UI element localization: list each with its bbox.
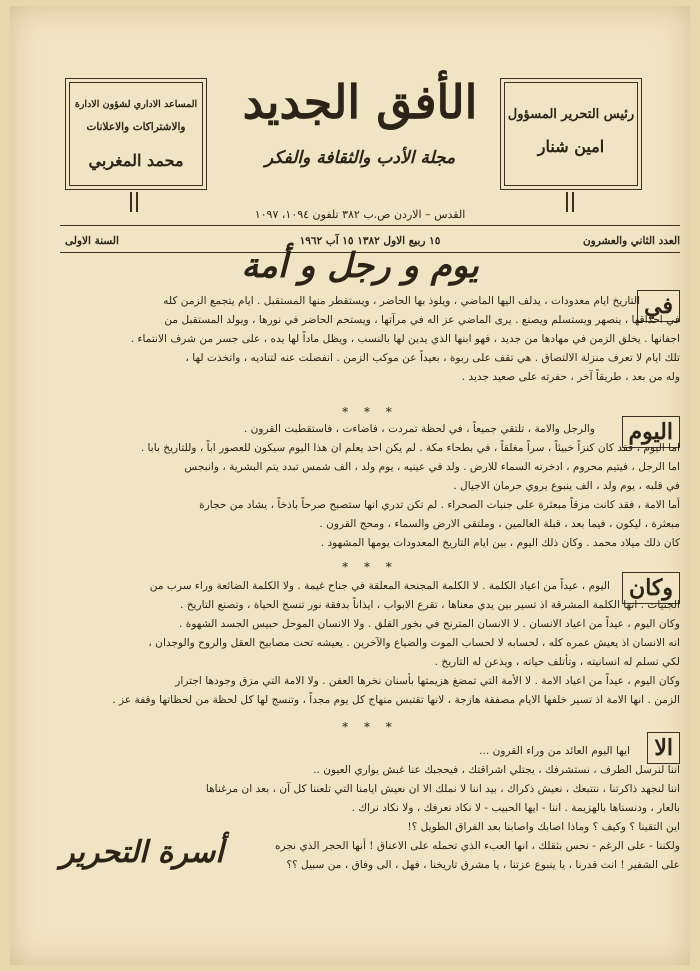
separator-stars: * * * [342,405,398,419]
lead-word-1: في [637,290,680,322]
text-line: الجنيات . انها الكلمة المشرقة اذ تسير بين يدي معناها ، تقرع الابواب ، ايذاناً بدفقة نور تنسج الحياة ، وتصنع التاريخ . [179,599,680,611]
admin-box [65,78,207,190]
paragraph-2 [60,420,680,553]
text-line: ولكننا - على الرغم - نحس بثقلك ، انها العبء الذي تحمله على الاعناق ! أنها الحجر الذي نجره [274,840,680,852]
editorial-signature: أسرة التحرير [60,835,224,870]
admin-role-1: المساعد الاداري لشؤون الادارة [74,99,198,110]
magazine-subtitle: مجلة الأدب والثقافة والفكر [264,148,456,168]
lead-word-3: وكان [622,572,680,604]
text-line: في احداقها ، ينصهر ويستسلم ويصنع . يرى الماضي عز اله في مرآتها ، ويستحم الحاضر في نورها ، ويولد المستقبل من [164,314,680,326]
issue-number: العدد الثاني والعشرون [582,235,680,247]
issue-date: ١٥ ربيع الاول ١٣٨٢ ١٥ آب ١٩٦٢ [299,235,441,247]
rule-tick [566,192,568,212]
admin-name: محمد المغربي [88,151,184,170]
lead-word-2: اليوم [622,416,680,448]
text-line: الزمن . انها الامة اذ تسير خلفها الايام مصفقة هازجة ، لانها تقتبس منهاج كل يوم مجداً ، وتنسج لها كل لحظة من لحظاتها وقفة عز . [112,694,680,706]
text-line: ايها اليوم العائد من وراء القرون ... [479,745,630,757]
text-line: اما الرجل ، فيتيم محروم ، ادخرته السماء للارض . ولد في عينيه ، يوم ولد ، الف شمس تبدد يتم البشرية ، وانبجس [184,461,680,473]
separator-stars: * * * [342,720,398,734]
rule-tick [572,192,574,212]
text-line: التاريخ ايام معدودات ، يدلف اليها الماضي ، ويلوذ بها الحاضر ، ويستقطر منها المستقبل . ايام يتجمع الزمن كله [163,295,640,307]
separator-stars: * * * [342,560,398,574]
text-line: اننا لنرسل الطرف ، نستشرفك ، يجتلي اشراقتك ، فيحجبك عنا غبش يواري العيون .. [313,764,680,776]
text-line: تلك ايام لا تعرف منزلة الالتصاق . هي تقف على ربوة ، بعيداً عن موكب الزمن . انفصلت عنه لتناديه ، واتخذت لها ، [185,352,680,364]
text-line: كان ذلك ميلاد محمد . وكان ذلك اليوم ، بين ايام التاريخ المعدودات يومها المشهود . [320,537,680,549]
text-line: اليوم ، عيداً من اعياد الكلمة . لا الكلمة المجنحة المعلقة في جناح غيمة . ولا الكلمة الضائعة وراء سرب من [149,580,610,592]
editor-box [500,78,642,190]
article-headline: يوم و رجل و أمة [241,246,479,286]
issue-year: السنة الاولى [65,235,119,247]
text-line: مبعثرة ، ليكون ، فيما بعد ، قبلة العالمين ، وملتقى الارض والسماء ، ومحج القرون . [319,518,680,530]
text-line: على الشفير ! انت قدرنا ، يا ينبوع عزتنا ، يا مشرق تاريخنا ، فهل ، الى وفاق ، من سبيل ؟؟ [286,859,680,871]
magazine-address: القدس – الاردن ص.ب ٣٨٢ تلفون ١٠٩٤، ١٠٩٧ [254,208,466,221]
text-line: وله من بعد ، طريقاً آخر ، حفرته على صعيد جديد . [461,371,680,383]
top-rule [60,225,680,226]
text-line: اما اليوم ، فقد كان كنزاً خبيئاً ، سراً مغلقاً ، في بطحاء مكة . لم يكن احد يعلم ان هذا اليوم سيكون للعصور اباً ، وللتاريخ بابا . [140,442,680,454]
editor-name: امين شنار [537,137,605,156]
paragraph-3 [60,577,680,710]
text-line: في قلبه ، يوم ولد ، الف ينبوع يروي حرمان الاجيال . [453,480,680,492]
page-frame [60,70,680,945]
text-line: والرجل والامة ، تلتقي جميعاً ، في لحظة تمردت ، فاضاءت ، فاستقطبت القرون . [243,423,595,435]
text-line: اننا لنجهد ذاكرتنا ، نتتبعك ، نعيش ذكراك ، بيد اننا لا نملك الا ان نعيش ايامنا التي تلعننا كل آن ، بعد ان مرغناها [205,783,680,795]
text-line: أما الامة ، فقد كانت مزقاً مبعثرة على جنبات الصحراء . لم تكن تدري انها ستصبح صرحاً باذخاً ، يشاد من حجارة [199,499,680,511]
magazine-title: الأفق الجديد [242,75,478,129]
text-line: وكان اليوم ، عيداً من اعياد الامة . لا الأمة التي تمضغ هزيمتها بأسنان نخرها العفن . ولا الامة التي مزق وجودها اجترار [175,675,680,687]
text-line: اجفانها . يخلق الزمن في مهادها من جديد ، فهو ابنها الذي يدين لها بالنسب ، ويظل ماداً لها يده ، على جسر من شرف الانتماء . [130,333,680,345]
editor-role: رئيس التحرير المسؤول [507,107,635,122]
text-line: انه الانسان اذ يعيش عمره كله ، لحسابه لا لحساب الموت والضياع والآخرين . يعيشه تحت مصابيح العقل والروح والوجدان ، [148,637,680,649]
paragraph-1 [60,292,680,387]
admin-role-2: والاشتراكات والاعلانات [86,121,186,133]
text-line: وكان اليوم ، عيداً من اعياد الانسان . لا الانسان المترنح في بخور القلق . ولا الانسان الموحل حبيس الجسد الشهوة . [179,618,680,630]
rule-tick [136,192,138,212]
text-line: بالعار ، ودنسناها بالهزيمة . اننا - ايها الحبيب - لا نكاد نعرفك ، ولا نكاد نراك . [351,802,680,814]
text-line: اين التقينا ؟ وكيف ؟ وماذا اصابك واصابنا بعد الفراق الطويل ؟! [407,821,680,833]
rule-tick [130,192,132,212]
lead-word-4: الا [647,732,680,764]
text-line: لكي تسلم له انسانيته ، وتأتلف حياته ، ويذعن له التاريخ . [434,656,680,668]
